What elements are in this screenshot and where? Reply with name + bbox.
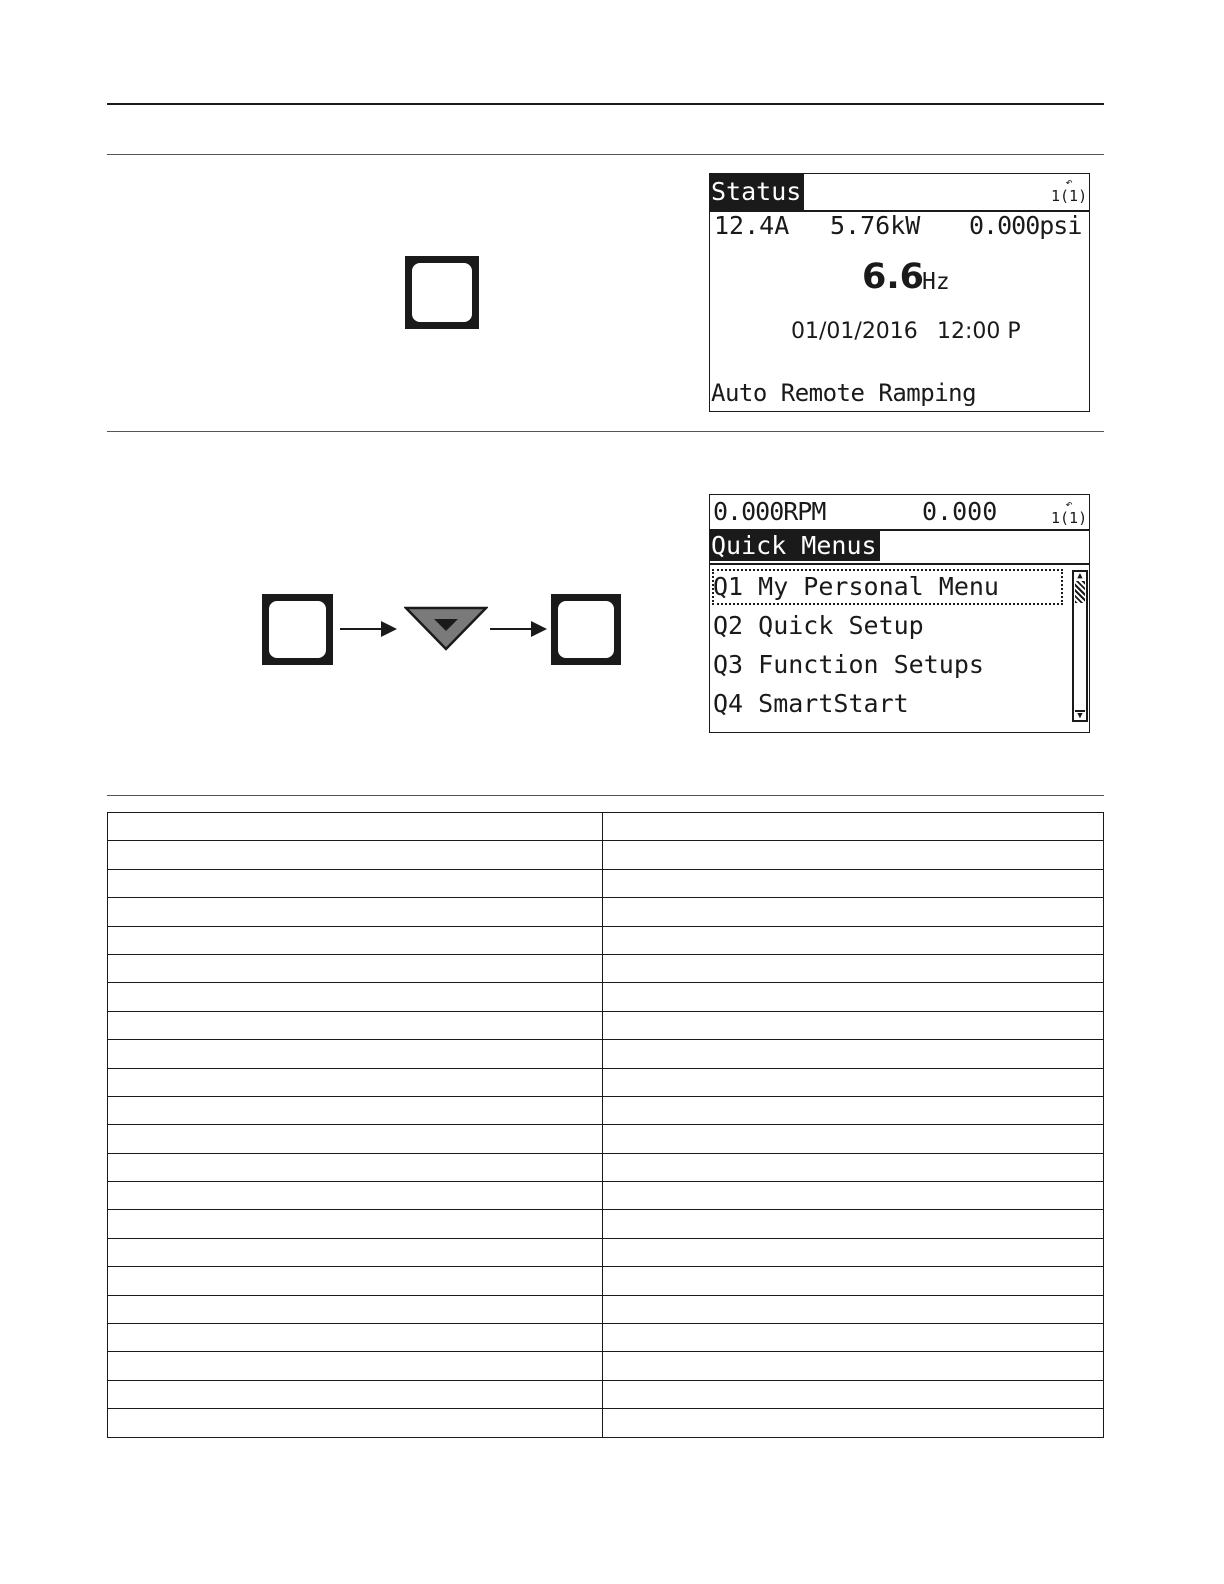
table-cell-value	[603, 1125, 1104, 1153]
table-cell-name	[108, 1125, 603, 1153]
table-cell-name	[108, 1096, 603, 1124]
speed-readout: 0.000RPM	[713, 497, 826, 526]
table-cell-name	[108, 813, 603, 841]
table-cell-name	[108, 1324, 603, 1352]
table-cell-name	[108, 1267, 603, 1295]
arrow-head-icon	[531, 621, 547, 637]
arrow-right-icon	[490, 628, 534, 630]
quick-menus-title: Quick Menus	[710, 531, 880, 561]
scroll-down-icon[interactable]: ▼	[1075, 710, 1085, 720]
menu-scrollbar[interactable]	[1072, 570, 1088, 722]
table-row	[108, 1096, 1104, 1124]
top-rule	[107, 103, 1104, 105]
table-cell-value	[603, 841, 1104, 869]
arrow-head-icon	[381, 621, 397, 637]
table-row	[108, 1040, 1104, 1068]
table-cell-name	[108, 1153, 603, 1181]
table-cell-value	[603, 954, 1104, 982]
table-row	[108, 1380, 1104, 1408]
table-cell-name	[108, 1409, 603, 1437]
section-divider	[107, 154, 1104, 155]
table-row	[108, 1182, 1104, 1210]
table-cell-name	[108, 841, 603, 869]
menu-item-q2[interactable]: Q2 Quick Setup	[713, 611, 924, 640]
table-row	[108, 813, 1104, 841]
table-cell-name	[108, 1352, 603, 1380]
table-cell-name	[108, 1238, 603, 1266]
table-cell-value	[603, 1210, 1104, 1238]
status-line: Auto Remote Ramping	[711, 379, 977, 407]
section-divider	[107, 795, 1104, 796]
ok-key-icon[interactable]	[551, 594, 621, 665]
table-row	[108, 1324, 1104, 1352]
table-row	[108, 1352, 1104, 1380]
scroll-up-icon[interactable]: ▲	[1077, 571, 1083, 581]
menu-item-q3[interactable]: Q3 Function Setups	[713, 650, 984, 679]
date-readout: 01/01/2016	[791, 319, 918, 344]
table-cell-value	[603, 1380, 1104, 1408]
quick-menu-key-icon[interactable]	[262, 594, 333, 665]
table-cell-value	[603, 1324, 1104, 1352]
time-readout: 12:00 P	[937, 319, 1021, 344]
table-cell-value	[603, 1267, 1104, 1295]
menu-item-q1[interactable]: Q1 My Personal Menu	[713, 570, 1062, 604]
table-cell-value	[603, 813, 1104, 841]
table-cell-value	[603, 1068, 1104, 1096]
table-cell-name	[108, 1040, 603, 1068]
table-row	[108, 983, 1104, 1011]
table-cell-value	[603, 1011, 1104, 1039]
table-row	[108, 1238, 1104, 1266]
table-cell-name	[108, 1210, 603, 1238]
table-cell-name	[108, 926, 603, 954]
section-divider	[107, 431, 1104, 432]
power-readout: 5.76kW	[830, 211, 921, 240]
table-row	[108, 1267, 1104, 1295]
table-cell-value	[603, 1096, 1104, 1124]
status-display	[709, 173, 1090, 412]
table-cell-name	[108, 1068, 603, 1096]
down-arrow-key-icon[interactable]	[404, 606, 488, 651]
table-row	[108, 1409, 1104, 1437]
table-cell-name	[108, 1380, 603, 1408]
parameter-table	[107, 812, 1104, 1438]
table-row	[108, 954, 1104, 982]
table-cell-value	[603, 1153, 1104, 1181]
table-cell-name	[108, 954, 603, 982]
quick-menu-display	[709, 494, 1090, 733]
arrow-right-icon	[340, 628, 384, 630]
table-row	[108, 869, 1104, 897]
table-row	[108, 1068, 1104, 1096]
table-row	[108, 841, 1104, 869]
table-cell-value	[603, 983, 1104, 1011]
pressure-readout: 0.000psi	[969, 211, 1082, 240]
table-cell-value	[603, 1182, 1104, 1210]
table-cell-value	[603, 1352, 1104, 1380]
table-row	[108, 1153, 1104, 1181]
current-readout: 12.4A	[714, 211, 790, 240]
table-cell-value	[603, 898, 1104, 926]
frequency-value: 6.6	[862, 257, 925, 297]
table-row	[108, 898, 1104, 926]
table-cell-value	[603, 869, 1104, 897]
table-row	[108, 1295, 1104, 1323]
status-key-icon[interactable]	[405, 256, 479, 329]
table-cell-name	[108, 869, 603, 897]
table-row	[108, 926, 1104, 954]
table-row	[108, 1210, 1104, 1238]
scroll-thumb[interactable]	[1075, 581, 1085, 603]
status-title: Status	[710, 174, 804, 210]
table-cell-name	[108, 1295, 603, 1323]
value-readout: 0.000	[922, 497, 998, 526]
setup-icon: ↶ 1(1)	[1051, 497, 1088, 527]
table-cell-value	[603, 1238, 1104, 1266]
table-cell-value	[603, 1040, 1104, 1068]
table-row	[108, 1011, 1104, 1039]
frequency-unit: Hz	[922, 269, 950, 295]
table-cell-value	[603, 1295, 1104, 1323]
table-cell-name	[108, 898, 603, 926]
table-cell-value	[603, 926, 1104, 954]
table-row	[108, 1125, 1104, 1153]
table-cell-name	[108, 1011, 603, 1039]
setup-icon: ↶ 1(1)	[1051, 175, 1088, 205]
table-cell-name	[108, 1182, 603, 1210]
table-cell-value	[603, 1409, 1104, 1437]
menu-item-q4[interactable]: Q4 SmartStart	[713, 689, 909, 718]
table-cell-name	[108, 983, 603, 1011]
